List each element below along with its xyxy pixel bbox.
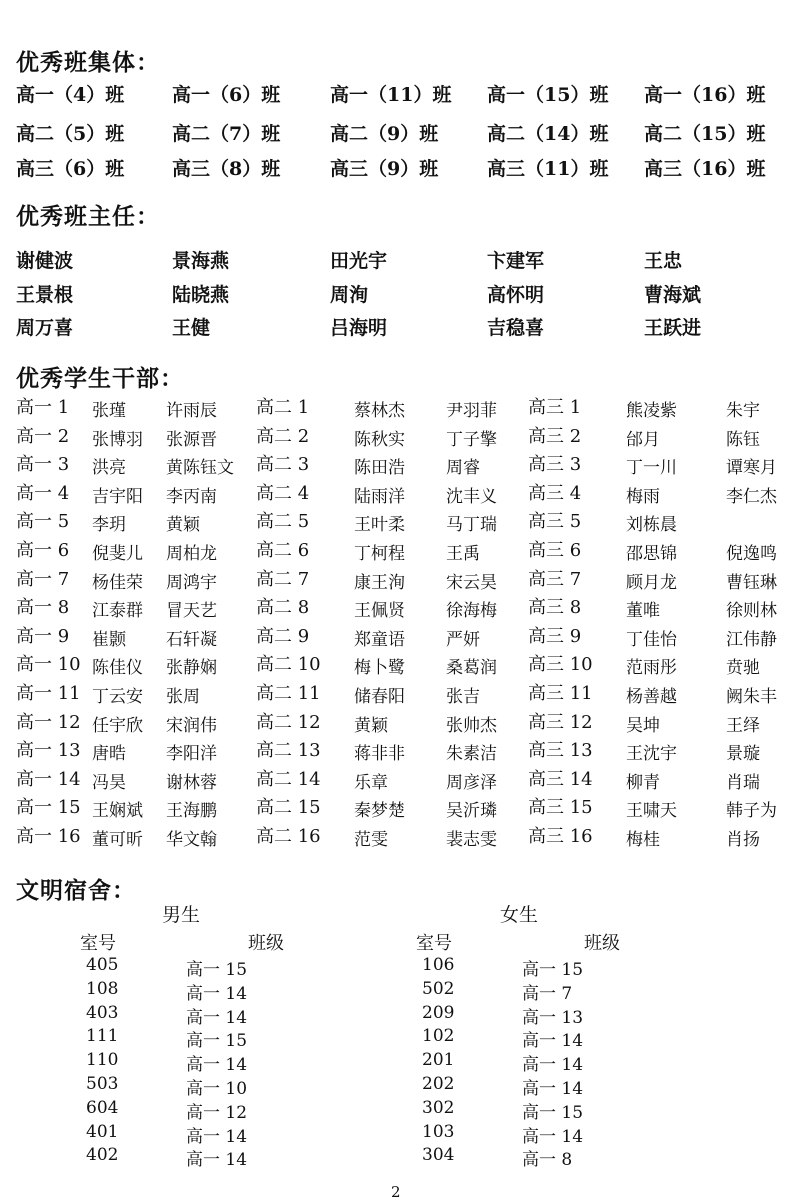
cadre-student-name: 桑葛润 [446,658,497,679]
male-dorm-class: 高一 14 [186,983,248,1004]
teacher-name: 王跃进 [644,317,702,339]
cadre-student-name: 周柏龙 [166,544,217,564]
cadre-student-name: 王娴斌 [92,801,143,822]
female-dorm-class: 高一 15 [522,1102,584,1123]
cadre-row [16,679,786,708]
cadre-class-label: 高二 10 [256,654,321,676]
cadre-student-name: 谢林蓉 [166,772,217,793]
cadre-row [16,422,786,451]
cadre-student-name: 唐晧 [92,744,126,765]
female-dorm-room: 304 [422,1145,455,1166]
cadre-row [16,708,786,737]
cadre-class-label: 高二 13 [256,740,321,762]
female-dorm-row [0,1050,800,1074]
page-number: 2 [391,1183,401,1201]
female-dorm-row [0,1145,800,1169]
cadre-class-label: 高二 15 [256,797,321,819]
cadre-student-name: 任宇欣 [92,715,143,736]
cadre-student-name: 郑童语 [354,629,405,650]
cadre-student-name: 陈钰 [726,429,760,450]
teacher-name: 卞建军 [487,250,545,272]
cadre-student-name: 吴沂璘 [446,801,497,822]
cadre-student-name: 储春阳 [354,687,405,707]
teacher-name: 吉稳喜 [487,317,545,339]
class-name: 高二（15）班 [644,123,766,145]
cadre-student-name: 景璇 [726,744,760,765]
cadre-class-label: 高一 2 [16,425,70,447]
cadre-student-name: 李丙南 [166,486,217,507]
cadre-row [16,393,786,422]
teachers-section-title: 优秀班主任： [16,204,160,230]
female-dorm-label: 女生 [500,904,539,926]
teacher-name: 周洵 [330,284,369,306]
cadre-student-name: 谭寒月 [726,458,777,479]
cadre-class-label: 高一 8 [16,597,70,619]
cadre-class-label: 高二 8 [256,597,310,619]
cadre-class-label: 高二 1 [256,397,310,418]
cadre-student-name: 李仁杰 [726,486,777,507]
female-dorm-class: 高一 14 [522,1079,584,1099]
cadre-student-name: 邰月 [626,429,660,450]
class-name: 高二（5）班 [16,123,125,145]
cadre-student-name: 许雨辰 [166,401,217,421]
cadre-student-name: 陈田浩 [354,458,405,479]
cadre-class-label: 高二 4 [256,482,310,504]
cadre-student-name: 张静娴 [166,658,217,679]
cadre-student-name: 崔颢 [92,629,126,650]
cadre-class-label: 高一 16 [16,826,81,847]
female-dorm-room: 209 [422,1002,455,1023]
female-dorm-room: 302 [422,1097,455,1118]
teacher-row [16,280,786,308]
cadre-student-name: 周鸿宇 [166,572,217,593]
cadre-student-name: 吴坤 [626,715,660,736]
male-dorm-room: 402 [86,1145,119,1166]
cadre-student-name: 张博羽 [92,429,143,450]
cadre-student-name: 王叶柔 [354,515,405,536]
classes-section-title: 优秀班集体： [16,50,160,76]
male-dorm-class: 高一 12 [186,1102,248,1123]
cadre-student-name: 吉宇阳 [92,486,143,507]
cadre-student-name: 石轩凝 [166,629,217,650]
cadre-student-name: 张周 [166,687,200,707]
cadre-student-name: 李阳洋 [166,744,217,765]
dorms-section-title: 文明宿舍： [16,878,136,904]
female-dorm-row [0,1074,800,1098]
male-dorm-room: 401 [86,1121,119,1142]
cadre-student-name: 董可昕 [92,830,143,850]
class-name: 高三（6）班 [16,158,125,180]
cadre-student-name: 乐章 [354,772,388,793]
teacher-row [16,313,786,341]
cadre-class-label: 高二 3 [256,454,310,476]
cadre-student-name: 沈丰义 [446,486,497,507]
female-dorm-class: 高一 8 [522,1150,573,1171]
class-row [16,119,786,147]
class-name: 高一（6）班 [172,84,281,106]
male-dorm-room: 108 [86,978,119,999]
cadre-student-name: 江泰群 [92,601,143,622]
cadre-student-name: 王海鹏 [166,801,217,822]
male-dorm-class: 高一 10 [186,1079,248,1099]
teacher-name: 田光宇 [330,250,388,272]
teacher-row [16,246,786,274]
female-dorm-row [0,1098,800,1122]
female-dorm-room: 201 [422,1050,455,1071]
cadre-row [16,622,786,651]
female-dorm-row [0,1003,800,1027]
cadre-student-name: 丁一川 [626,458,677,479]
cadre-student-name: 秦梦楚 [354,801,405,822]
male-dorm-room: 111 [86,1026,119,1047]
cadre-student-name: 张帅杰 [446,715,497,736]
female-dorm-row [0,955,800,979]
teacher-name: 陆晓燕 [172,284,230,306]
cadre-row [16,507,786,536]
cadre-row [16,565,786,594]
male-dorm-class: 高一 14 [186,1007,248,1028]
cadre-row [16,793,786,822]
cadre-student-name: 李玥 [92,515,126,536]
cadre-class-label: 高三 15 [528,797,593,819]
cadre-class-label: 高三 5 [528,511,582,533]
cadre-class-label: 高一 10 [16,654,81,676]
cadre-student-name: 张源晋 [166,429,217,450]
cadre-class-label: 高三 12 [528,711,593,733]
female-room-header: 室号 [416,933,452,954]
cadre-student-name: 宋云昊 [446,572,497,593]
cadre-student-name: 黄陈钰文 [166,458,234,479]
cadre-class-label: 高三 10 [528,654,593,676]
female-dorm-row [0,1026,800,1050]
cadre-student-name: 王禹 [446,544,480,564]
cadre-student-name: 张吉 [446,687,480,707]
cadre-class-label: 高三 6 [528,540,582,561]
cadre-student-name: 冯昊 [92,772,126,793]
cadre-row [16,450,786,479]
cadre-student-name: 杨佳荣 [92,572,143,593]
cadre-class-label: 高二 2 [256,425,310,447]
cadre-class-label: 高一 9 [16,625,70,647]
class-row [16,154,786,182]
cadre-student-name: 华文翰 [166,830,217,850]
male-dorm-class: 高一 14 [186,1126,248,1147]
cadre-student-name: 杨善越 [626,687,677,707]
teacher-name: 王忠 [644,250,683,272]
teacher-name: 景海燕 [172,250,230,272]
cadre-class-label: 高二 5 [256,511,310,533]
class-name: 高三（9）班 [330,158,439,180]
cadre-class-label: 高三 1 [528,397,582,418]
cadre-row [16,736,786,765]
cadre-student-name: 洪亮 [92,458,126,479]
teacher-name: 周万喜 [16,317,74,339]
cadre-student-name: 冒天艺 [166,601,217,622]
class-row [16,80,786,108]
cadre-class-label: 高二 6 [256,540,310,561]
cadre-class-label: 高一 15 [16,797,81,819]
cadre-student-name: 柳青 [626,772,660,793]
class-name: 高一（15）班 [487,84,609,106]
cadre-student-name: 董唯 [626,601,660,622]
cadre-student-name: 周睿 [446,458,480,479]
cadre-row [16,593,786,622]
cadre-student-name: 徐则林 [726,601,777,622]
class-name: 高三（16）班 [644,158,766,180]
class-name: 高二（14）班 [487,123,609,145]
cadre-student-name: 梅桂 [626,830,660,850]
cadre-class-label: 高一 6 [16,540,70,561]
cadre-student-name: 朱宇 [726,401,760,421]
cadre-row [16,536,786,565]
female-dorm-room: 502 [422,978,455,999]
female-dorm-class: 高一 14 [522,1126,584,1147]
male-dorm-label: 男生 [162,904,201,926]
cadre-student-name: 徐海梅 [446,601,497,622]
cadre-student-name: 康王洵 [354,572,405,593]
cadre-student-name: 邵思锦 [626,544,677,564]
female-dorm-room: 103 [422,1121,455,1142]
class-name: 高三（8）班 [172,158,281,180]
class-name: 高一（16）班 [644,84,766,106]
cadre-student-name: 蔡林杰 [354,401,405,421]
teacher-name: 王健 [172,317,211,339]
cadre-student-name: 陈秋实 [354,429,405,450]
cadre-class-label: 高三 8 [528,597,582,619]
teacher-name: 谢健波 [16,250,74,272]
female-dorm-class: 高一 15 [522,960,584,980]
male-dorm-class: 高一 15 [186,960,248,980]
teacher-name: 王景根 [16,284,74,306]
cadre-student-name: 丁佳怡 [626,629,677,650]
cadre-student-name: 裴志雯 [446,830,497,850]
female-dorm-row [0,979,800,1003]
cadre-class-label: 高一 14 [16,768,81,790]
female-dorm-class: 高一 13 [522,1007,584,1028]
cadre-student-name: 黄颖 [166,515,200,536]
cadre-student-name: 张瑾 [92,401,126,421]
female-dorm-room: 106 [422,955,455,975]
cadre-student-name: 王绎 [726,715,760,736]
cadre-student-name: 范雯 [354,830,388,850]
teacher-name: 吕海明 [330,317,388,339]
cadre-class-label: 高三 9 [528,625,582,647]
class-name: 高一（4）班 [16,84,125,106]
cadre-class-label: 高二 12 [256,711,321,733]
female-class-header: 班级 [584,933,620,954]
cadre-class-label: 高三 14 [528,768,593,790]
male-dorm-room: 604 [86,1097,119,1118]
cadre-row [16,479,786,508]
cadre-student-name: 倪斐儿 [92,544,143,564]
cadre-class-label: 高一 11 [16,683,81,704]
female-dorm-row [0,1122,800,1146]
cadre-student-name: 曹钰琳 [726,572,777,593]
male-dorm-class: 高一 15 [186,1031,248,1052]
cadre-row [16,650,786,679]
cadre-student-name: 宋润伟 [166,715,217,736]
cadre-class-label: 高一 1 [16,397,70,418]
cadre-class-label: 高一 3 [16,454,70,476]
cadre-student-name: 贲驰 [726,658,760,679]
female-dorm-class: 高一 14 [522,1031,584,1052]
cadre-student-name: 王啸天 [626,801,677,822]
cadre-student-name: 丁子擎 [446,429,497,450]
cadre-row [16,765,786,794]
cadre-class-label: 高三 3 [528,454,582,476]
male-class-header: 班级 [248,933,284,954]
cadre-student-name: 周彦泽 [446,772,497,793]
cadre-student-name: 顾月龙 [626,572,677,593]
male-room-header: 室号 [80,933,116,954]
cadre-class-label: 高二 16 [256,826,321,847]
cadre-student-name: 范雨彤 [626,658,677,679]
class-name: 高二（7）班 [172,123,281,145]
cadre-student-name: 熊凌紫 [626,401,677,421]
cadre-student-name: 陈佳仪 [92,658,143,679]
cadre-class-label: 高一 13 [16,740,81,762]
cadre-class-label: 高一 5 [16,511,70,533]
cadre-student-name: 肖瑞 [726,772,760,793]
cadre-class-label: 高二 7 [256,568,310,590]
cadre-class-label: 高一 4 [16,482,70,504]
cadre-class-label: 高二 11 [256,683,321,704]
cadre-student-name: 蒋非非 [354,744,405,765]
cadre-student-name: 刘栋晨 [626,515,677,536]
cadre-student-name: 阙朱丰 [726,687,777,707]
male-dorm-room: 405 [86,955,119,975]
male-dorm-room: 503 [86,1074,119,1094]
male-dorm-class: 高一 14 [186,1150,248,1171]
teacher-name: 曹海斌 [644,284,702,306]
teacher-name: 高怀明 [487,284,545,306]
cadre-student-name: 江伟静 [726,629,777,650]
cadre-student-name: 肖扬 [726,830,760,850]
cadre-class-label: 高三 13 [528,740,593,762]
cadre-student-name: 倪逸鸣 [726,544,777,564]
female-dorm-class: 高一 7 [522,983,573,1004]
female-dorm-class: 高一 14 [522,1055,584,1076]
cadres-section-title: 优秀学生干部： [16,366,184,392]
cadre-student-name: 韩子为 [726,801,777,822]
cadre-class-label: 高三 4 [528,482,582,504]
cadre-class-label: 高二 14 [256,768,321,790]
cadre-student-name: 梅雨 [626,486,660,507]
cadre-student-name: 王佩贤 [354,601,405,622]
cadre-class-label: 高三 16 [528,826,593,847]
cadre-student-name: 陆雨洋 [354,486,405,507]
cadre-student-name: 尹羽菲 [446,401,497,421]
cadre-student-name: 黄颖 [354,715,388,736]
cadre-class-label: 高三 11 [528,683,593,704]
cadre-row [16,822,786,851]
cadre-student-name: 朱素洁 [446,744,497,765]
cadre-student-name: 梅卜鹭 [354,658,405,679]
class-name: 高三（11）班 [487,158,609,180]
cadre-student-name: 丁云安 [92,687,143,707]
male-dorm-class: 高一 14 [186,1055,248,1076]
male-dorm-room: 403 [86,1002,119,1023]
cadre-class-label: 高一 12 [16,711,81,733]
cadre-student-name: 王沈宇 [626,744,677,765]
cadre-student-name: 丁柯程 [354,544,405,564]
cadre-class-label: 高三 7 [528,568,582,590]
cadre-class-label: 高三 2 [528,425,582,447]
class-name: 高一（11）班 [330,84,452,106]
cadre-student-name: 马丁瑞 [446,515,497,536]
female-dorm-room: 202 [422,1074,455,1094]
cadre-class-label: 高二 9 [256,625,310,647]
class-name: 高二（9）班 [330,123,439,145]
male-dorm-room: 110 [86,1050,119,1071]
cadre-student-name: 严妍 [446,629,480,650]
female-dorm-room: 102 [422,1026,455,1047]
cadre-class-label: 高一 7 [16,568,70,590]
